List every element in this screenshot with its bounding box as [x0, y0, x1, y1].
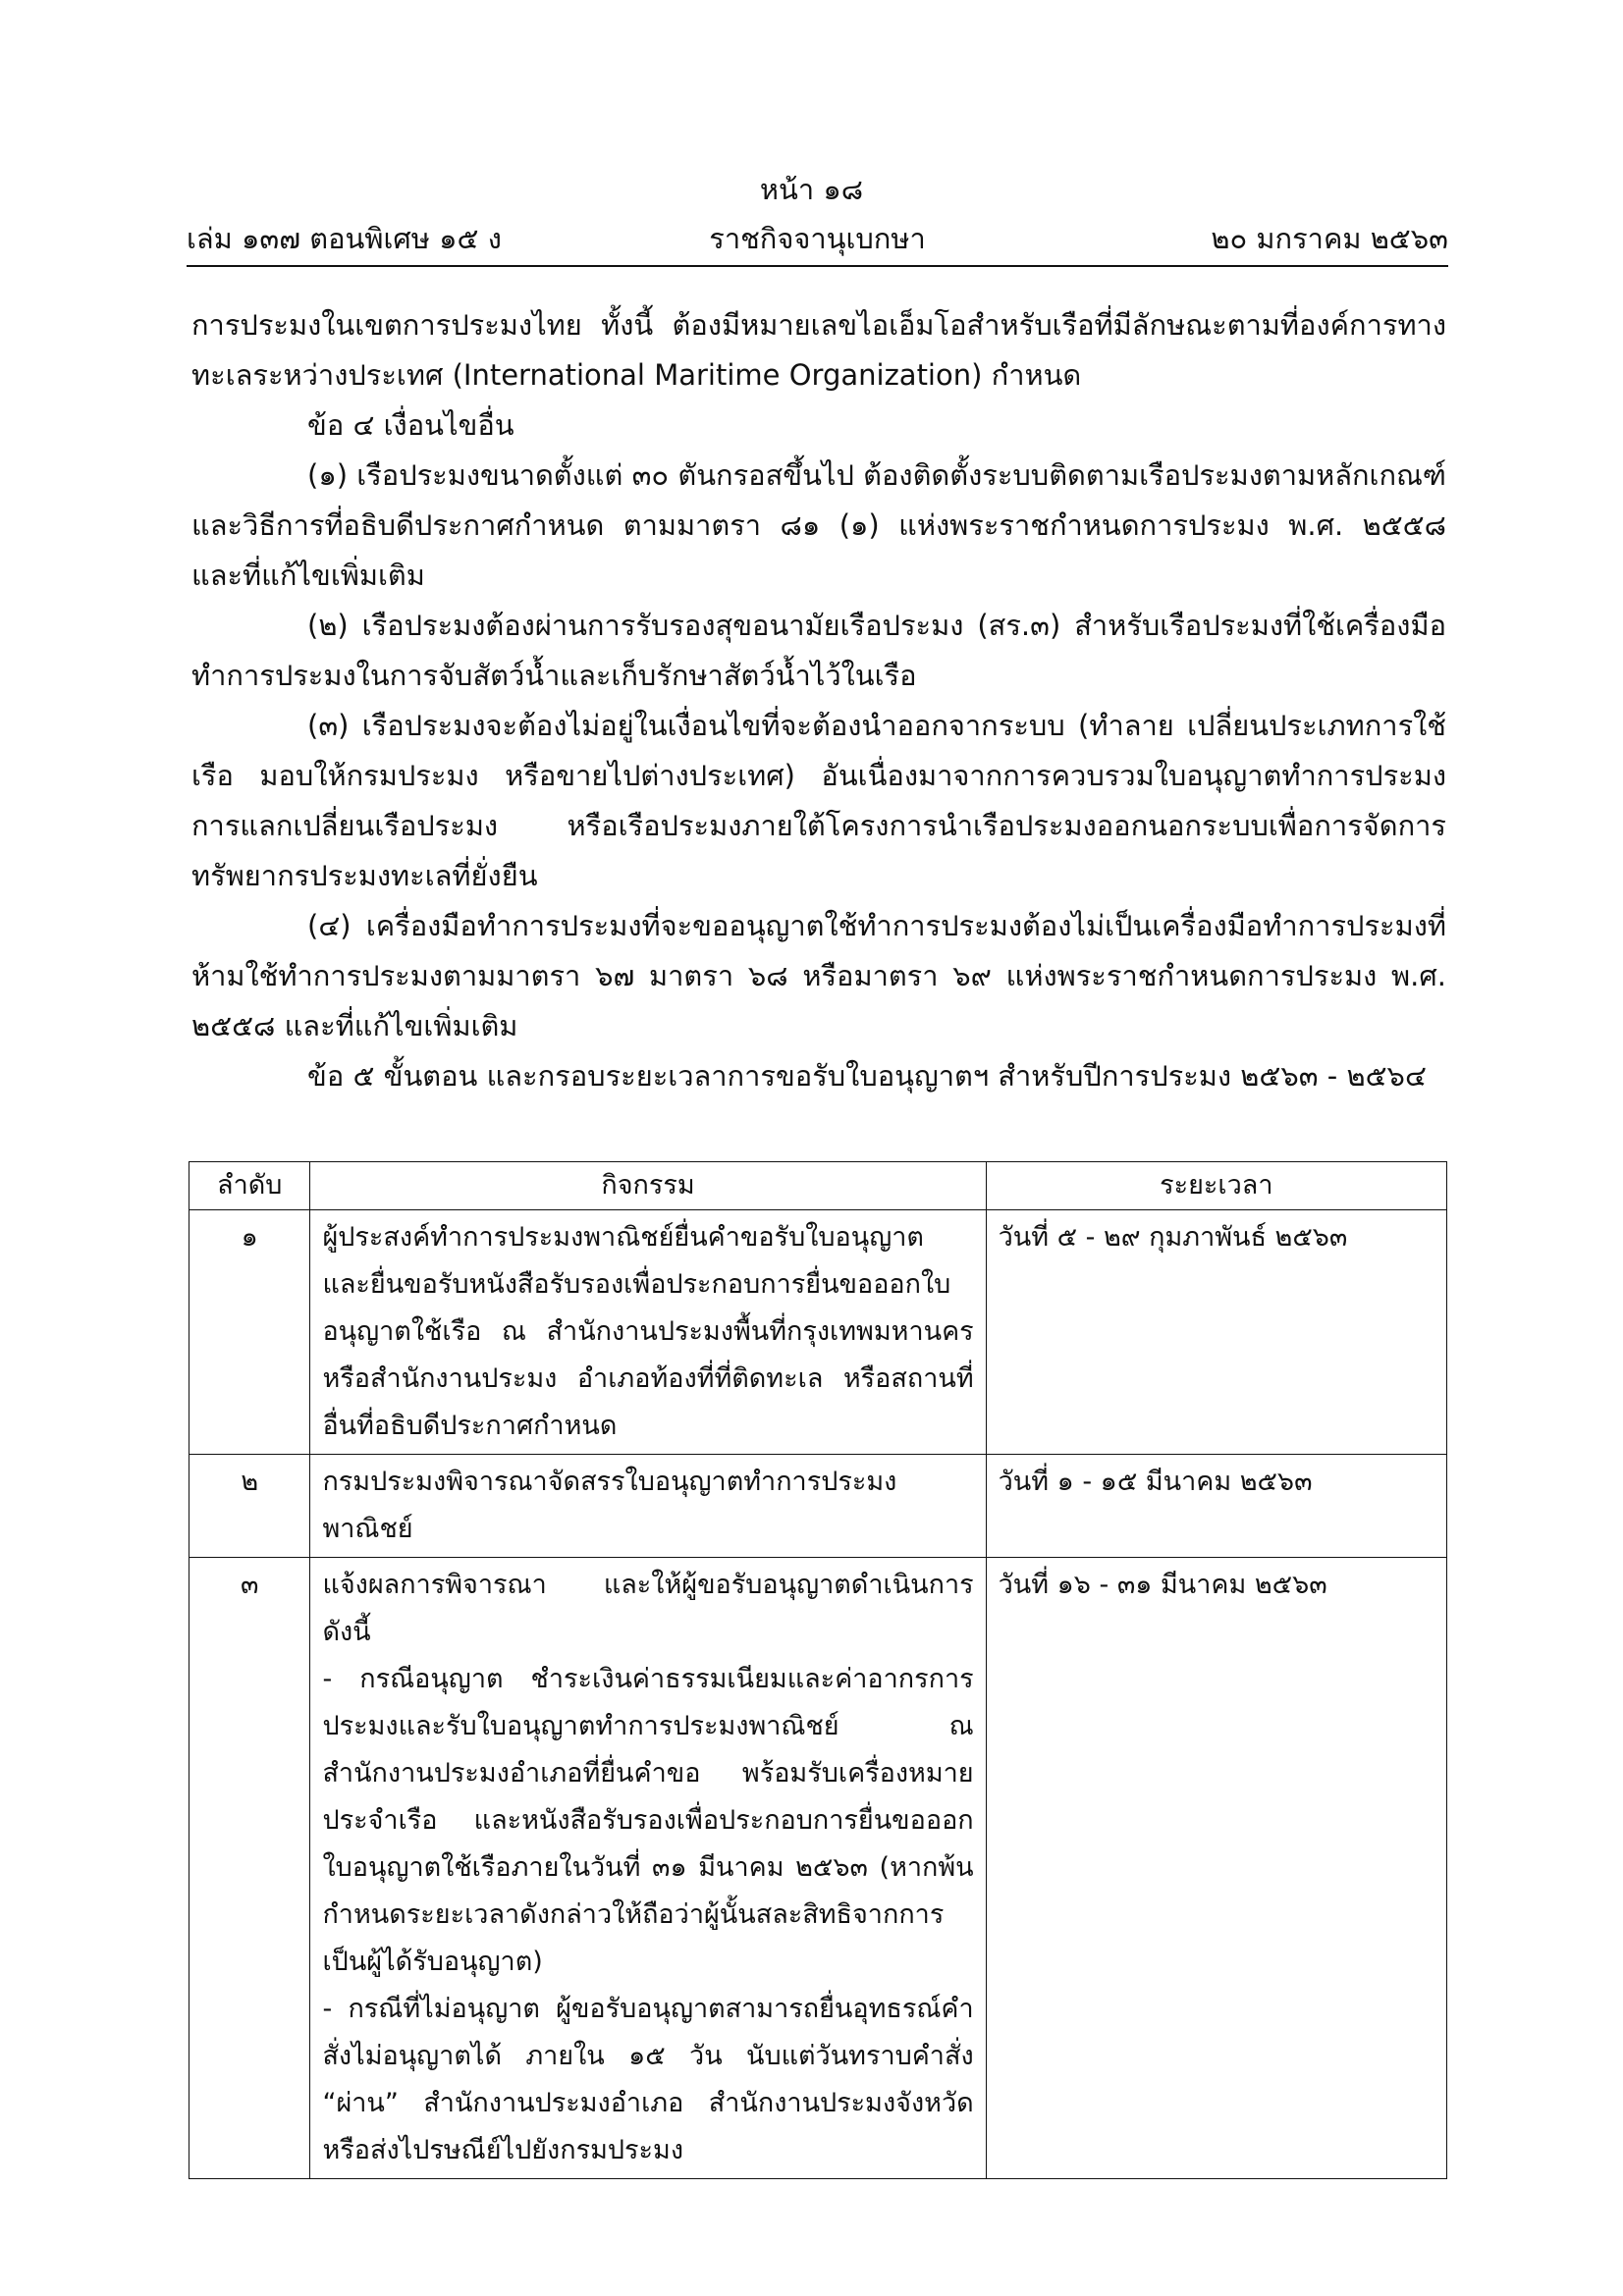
running-header	[187, 216, 1448, 265]
row-sequence: ๑	[189, 1210, 310, 1455]
table-row	[189, 1455, 1447, 1558]
activity-intro: แจ้งผลการพิจารณา และให้ผู้ขอรับอนุญาตดำเนินการ ดังนี้	[322, 1570, 974, 1647]
table-row	[189, 1210, 1447, 1455]
header-period: ระยะเวลา	[986, 1162, 1446, 1210]
clause-4-item-1: (๑) เรือประมงขนาดตั้งแต่ ๓๐ ตันกรอสขึ้นไป ต้องติดตั้งระบบติดตามเรือประมงตามหลักเกณฑ์และวิธีการที่อธิบดีประกาศกำหนด ตามมาตรา ๘๑ (๑) แห่งพระราชกำหนดการประมง พ.ศ. ๒๕๕๘ และที่แก้ไขเพิ่มเติม	[191, 458, 1446, 592]
row-period: วันที่ ๑ - ๑๕ มีนาคม ๒๕๖๓	[986, 1455, 1446, 1558]
page-number: หน้า ๑๘	[759, 173, 864, 206]
table-row	[189, 1558, 1447, 2179]
clause-5-title: ข้อ ๕ ขั้นตอน และกรอบระยะเวลาการขอรับใบอนุญาตฯ สำหรับปีการประมง ๒๕๖๓ - ๒๕๖๔	[307, 1059, 1427, 1093]
volume-issue: เล่ม ๑๓๗ ตอนพิเศษ ๑๕ ง	[187, 222, 502, 255]
table-header-row	[189, 1162, 1447, 1210]
clause-4-item-2: (๒) เรือประมงต้องผ่านการรับรองสุขอนามัยเรือประมง (สร.๓) สำหรับเรือประมงที่ใช้เครื่องมือทำการประมงในการจับสัตว์น้ำและเก็บรักษาสัตว์น้ำไว้ในเรือ	[191, 609, 1446, 692]
publication-title: ราชกิจจานุเบกษา	[709, 222, 926, 255]
row-period: วันที่ ๑๖ - ๓๑ มีนาคม ๒๕๖๓	[986, 1558, 1446, 2179]
row-sequence: ๓	[189, 1558, 310, 2179]
row-activity: ผู้ประสงค์ทำการประมงพาณิชย์ยื่นคำขอรับใบอนุญาต และยื่นขอรับหนังสือรับรองเพื่อประกอบการยื่นขอออกใบอนุญาตใช้เรือ ณ สำนักงานประมงพื้นที่กรุงเทพมหานคร หรือสำนักงานประมง อำเภอท้องที่ที่ติดทะเล หรือสถานที่อื่นที่อธิบดีประกาศกำหนด	[310, 1210, 986, 1455]
publication-date: ๒๐ มกราคม ๒๕๖๓	[1211, 222, 1448, 255]
row-activity: กรมประมงพิจารณาจัดสรรใบอนุญาตทำการประมงพาณิชย์	[310, 1455, 986, 1558]
clause-4-item-3: (๓) เรือประมงจะต้องไม่อยู่ในเงื่อนไขที่จะต้องนำออกจากระบบ (ทำลาย เปลี่ยนประเภทการใช้เรือ มอบให้กรมประมง หรือขายไปต่างประเทศ) อันเนื่องมาจากการควบรวมใบอนุญาตทำการประมง การแลกเปลี่ยนเรือประมง หรือเรือประมงภายใต้โครงการนำเรือประมงออกนอกระบบเพื่อการจัดการทรัพยากรประมงทะเลที่ยั่งยืน	[191, 709, 1446, 892]
header-sequence: ลำดับ	[189, 1162, 310, 1210]
header-divider	[187, 265, 1448, 267]
row-sequence: ๒	[189, 1455, 310, 1558]
clause-4-item-4: (๔) เครื่องมือทำการประมงที่จะขออนุญาตใช้ทำการประมงต้องไม่เป็นเครื่องมือทำการประมงที่ห้ามใช้ทำการประมงตามมาตรา ๖๗ มาตรา ๖๘ หรือมาตรา ๖๙ แห่งพระราชกำหนดการประมง พ.ศ. ๒๕๕๘ และที่แก้ไขเพิ่มเติม	[191, 909, 1446, 1042]
row-period: วันที่ ๕ - ๒๙ กุมภาพันธ์ ๒๕๖๓	[986, 1210, 1446, 1455]
intro-paragraph: การประมงในเขตการประมงไทย ทั้งนี้ ต้องมีหมายเลขไอเอ็มโอสำหรับเรือที่มีลักษณะตามที่องค์การทางทะเลระหว่างประเทศ (International Maritime Organization) กำหนด	[191, 308, 1446, 392]
document-body	[191, 300, 1446, 1101]
row-activity	[310, 1558, 986, 2179]
clause-4-title: ข้อ ๔ เงื่อนไขอื่น	[307, 408, 514, 442]
schedule-table	[189, 1161, 1447, 2179]
activity-case-approved: - กรณีอนุญาต ชำระเงินค่าธรรมเนียมและค่าอากรการประมงและรับใบอนุญาตทำการประมงพาณิชย์ ณ สำนักงานประมงอำเภอที่ยื่นคำขอ พร้อมรับเครื่องหมายประจำเรือ และหนังสือรับรองเพื่อประกอบการยื่นขอออกใบอนุญาตใช้เรือภายในวันที่ ๓๑ มีนาคม ๒๕๖๓ (หากพ้นกำหนดระยะเวลาดังกล่าวให้ถือว่าผู้นั้นสละสิทธิจากการเป็นผู้ได้รับอนุญาต)	[322, 1664, 974, 1977]
header-activity: กิจกรรม	[310, 1162, 986, 1210]
activity-case-denied: - กรณีที่ไม่อนุญาต ผู้ขอรับอนุญาตสามารถยื่นอุทธรณ์คำสั่งไม่อนุญาตได้ ภายใน ๑๕ วัน นับแต่วันทราบคำสั่ง “ผ่าน” สำนักงานประมงอำเภอ สำนักงานประมงจังหวัด หรือส่งไปรษณีย์ไปยังกรมประมง	[322, 1994, 974, 2165]
